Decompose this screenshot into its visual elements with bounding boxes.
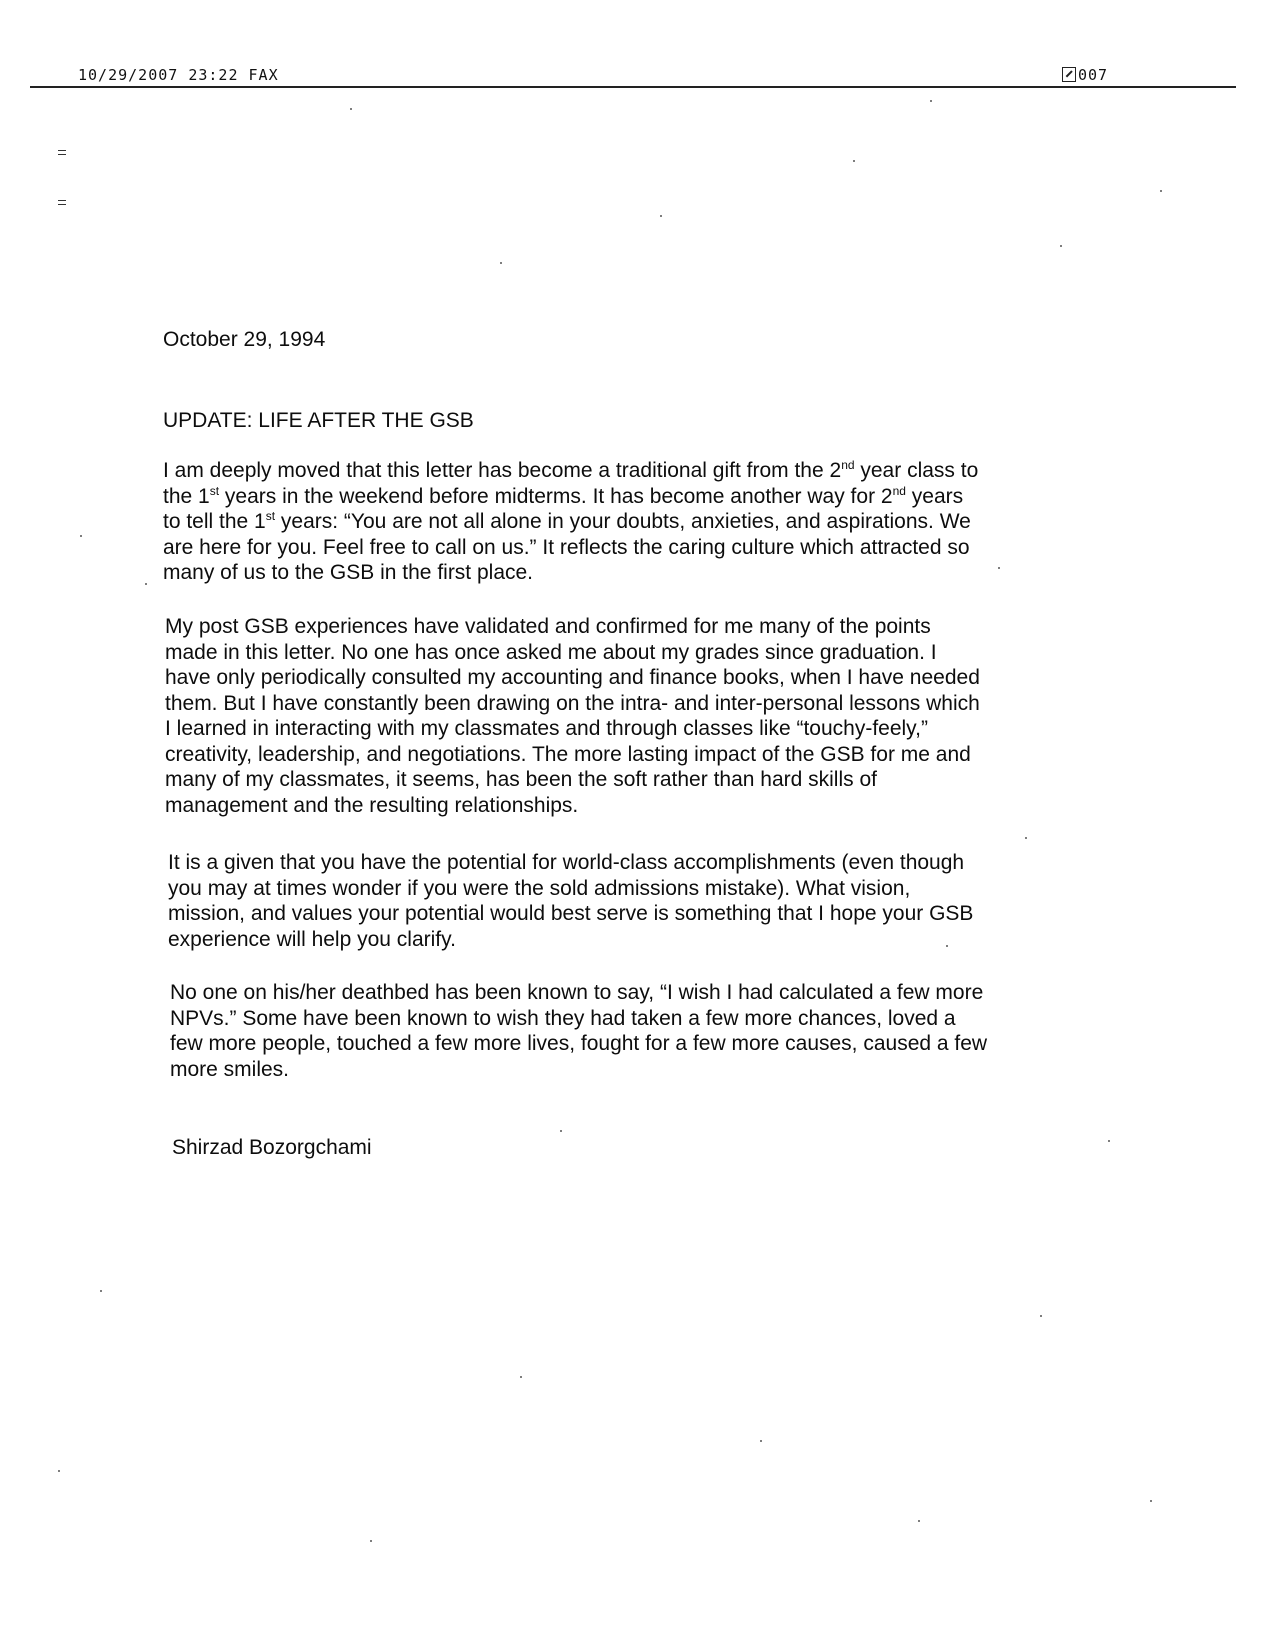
paragraph-line: the 1st years in the weekend before midterms. It has become another way for 2nd years [163, 483, 964, 508]
margin-mark [58, 150, 66, 155]
scan-speck [930, 100, 932, 102]
signature: Shirzad Bozorgchami [172, 1136, 372, 1159]
paragraph-line: management and the resulting relationships. [165, 793, 579, 817]
paragraph-line: many of my classmates, it seems, has been the soft rather than hard skills of [165, 768, 877, 791]
paragraph-line: many of us to the GSB in the first place. [163, 561, 534, 584]
scan-speck [560, 1130, 562, 1132]
paragraph-1 [163, 458, 978, 586]
scan-speck [520, 1376, 522, 1378]
paragraph-line: made in this letter. No one has once asked me about my grades since graduation. I [165, 640, 937, 664]
scan-speck [1060, 245, 1062, 247]
scan-speck [660, 215, 662, 217]
paragraph-line: you may at times wonder if you were the sold admissions mistake). What vision, [168, 876, 911, 900]
scan-speck [1160, 190, 1162, 192]
scan-speck [100, 1290, 102, 1292]
paragraph-line: NPVs.” Some have been known to wish they had taken a few more chances, loved a [170, 1006, 956, 1030]
scan-speck [760, 1440, 762, 1442]
paragraph-3 [168, 850, 973, 952]
paragraph-line: have only periodically consulted my accounting and finance books, when I have needed [165, 666, 980, 689]
scan-speck [370, 1540, 372, 1542]
scan-speck [145, 583, 147, 585]
scan-speck [946, 945, 948, 947]
paragraph-line: It is a given that you have the potential for world-class accomplishments (even though [168, 851, 965, 874]
margin-mark [58, 200, 66, 205]
scan-speck [80, 535, 82, 537]
fax-page-icon [1062, 67, 1076, 82]
paragraph-4 [170, 980, 987, 1082]
fax-timestamp: 10/29/2007 23:22 FAX [78, 66, 279, 84]
scan-speck [1150, 1500, 1152, 1502]
paragraph-line: creativity, leadership, and negotiations. The more lasting impact of the GSB for me and [165, 742, 971, 766]
scan-speck [1040, 1315, 1042, 1317]
scan-speck [853, 160, 855, 162]
paragraph-2 [165, 614, 980, 818]
paragraph-line: experience will help you clarify. [168, 927, 456, 951]
paragraph-line: more smiles. [170, 1057, 290, 1081]
scan-speck [500, 262, 502, 264]
scan-speck [58, 1470, 60, 1472]
paragraph-line: few more people, touched a few more lives, fought for a few more causes, caused a few [170, 1032, 988, 1055]
paragraph-line: them. But I have constantly been drawing on the intra- and inter-personal lessons which [165, 691, 980, 715]
paragraph-line: I learned in interacting with my classmates and through classes like “touchy-feely,” [165, 717, 928, 740]
letter-date: October 29, 1994 [163, 328, 326, 351]
scan-speck [350, 108, 352, 110]
letter-subject: UPDATE: LIFE AFTER THE GSB [163, 409, 474, 432]
paragraph-line: My post GSB experiences have validated and confirmed for me many of the points [165, 615, 931, 638]
paragraph-line: No one on his/her deathbed has been known to say, “I wish I had calculated a few more [170, 981, 984, 1004]
fax-page-number: 007 [1078, 66, 1109, 84]
fax-header [30, 64, 1236, 88]
scan-speck [918, 1520, 920, 1522]
scan-speck [998, 567, 1000, 569]
paragraph-line: I am deeply moved that this letter has become a traditional gift from the 2nd year class to [163, 458, 979, 482]
scan-speck [1108, 1140, 1110, 1142]
scan-speck [1025, 837, 1027, 839]
fax-page-number-group [1062, 66, 1108, 84]
paragraph-line: mission, and values your potential would best serve is something that I hope your GSB [168, 902, 974, 925]
paragraph-line: are here for you. Feel free to call on us.” It reflects the caring culture which attracted so [163, 535, 970, 559]
paragraph-line: to tell the 1st years: “You are not all alone in your doubts, anxieties, and aspirations. We [163, 509, 971, 533]
